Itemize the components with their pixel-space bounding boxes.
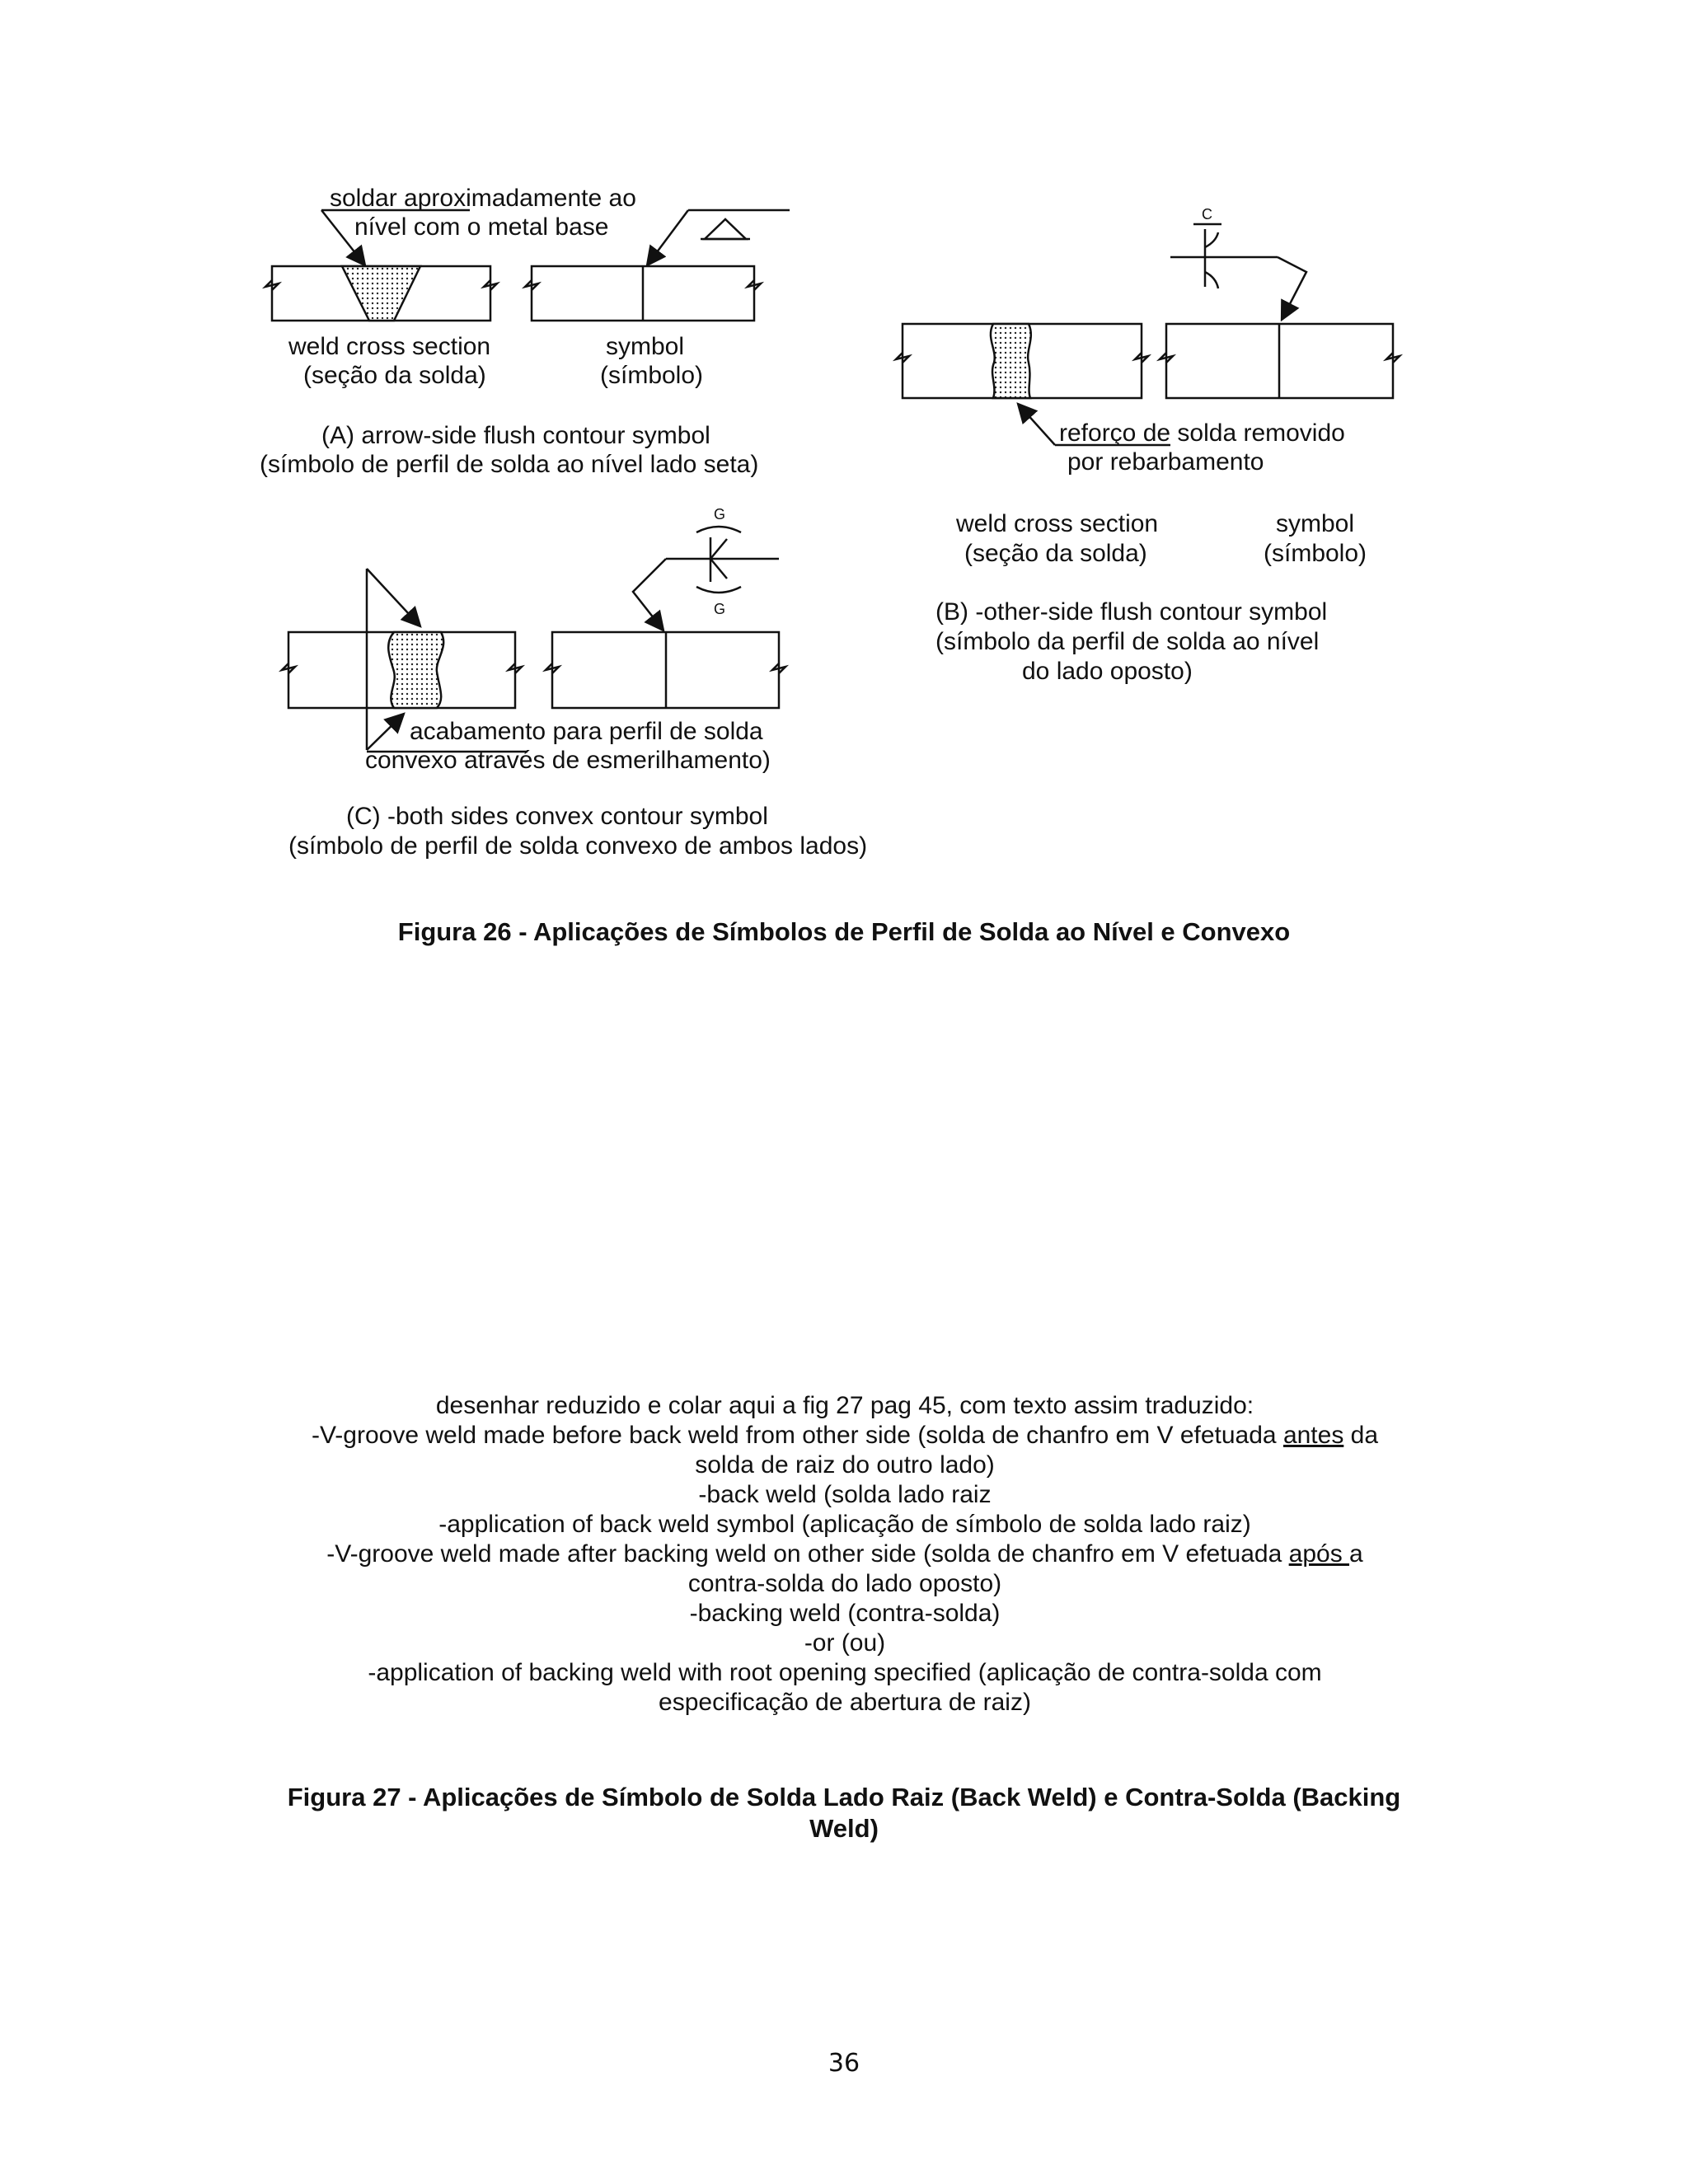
- panel-b-caption-line3: do lado oposto): [1022, 658, 1193, 685]
- figure-26-diagram: [0, 0, 1688, 923]
- panel-a-caption-line2: (símbolo de perfil de solda ao nível lado seta): [260, 451, 759, 478]
- panel-c-convex-contour-bottom: [696, 587, 741, 593]
- panel-c-upper-leader: [367, 569, 420, 626]
- note-line-11: especificação de abertura de raiz): [659, 1689, 1031, 1716]
- panel-b: [896, 224, 1400, 445]
- panel-c-convex-contour-top: [696, 527, 741, 532]
- note-line-10: -application of backing weld with root opening specified (aplicação de contra-solda com: [368, 1659, 1322, 1686]
- figure-27-caption: [0, 1782, 1688, 1844]
- panel-b-caption-line2: (símbolo da perfil de solda ao nível: [935, 628, 1320, 655]
- note-line-4: -back weld (solda lado raiz: [698, 1481, 992, 1508]
- panel-b-weld-label-pt: (seção da solda): [964, 540, 1147, 567]
- panel-a-flush-contour-symbol: [705, 219, 746, 239]
- note-underlined-apos: após: [1288, 1540, 1350, 1568]
- panel-a-annotation-line2: nível com o metal base: [354, 213, 609, 241]
- panel-b-finish-letter: C: [1202, 206, 1212, 223]
- figure-27-caption-line2: Weld): [809, 1814, 879, 1843]
- note-line-6: -V-groove weld made after backing weld on other side (solda de chanfro em V efetuada após a: [326, 1540, 1363, 1568]
- panel-b-symbol-label: symbol: [1276, 510, 1355, 537]
- figure-27-caption-line1: Figura 27 - Aplicações de Símbolo de Solda Lado Raiz (Back Weld) e Contra-Solda (Backing: [287, 1783, 1401, 1811]
- panel-a-weld-label: weld cross section: [288, 333, 491, 360]
- panel-b-weld-label: weld cross section: [956, 510, 1159, 537]
- panel-c-annotation-line2: convexo através de esmerilhamento): [365, 747, 771, 774]
- panel-b-caption-line1: (B) -other-side flush contour symbol: [935, 598, 1328, 626]
- panel-a-arrow-line: [647, 210, 688, 265]
- note-line-2: -V-groove weld made before back weld from other side (solda de chanfro em V efetuada antes da: [311, 1422, 1379, 1449]
- panel-b-weld-bead: [991, 324, 1031, 398]
- panel-a-weld-label-pt: (seção da solda): [303, 362, 486, 389]
- panel-c-lower-leader: [367, 714, 404, 750]
- panel-c-caption-line1: (C) -both sides convex contour symbol: [346, 803, 768, 830]
- panel-a-symbol-label: symbol: [606, 333, 685, 360]
- panel-c-arrow-line: [633, 559, 666, 630]
- panel-c-weld-bead: [388, 632, 443, 708]
- panel-c-annotation-line1: acabamento para perfil de solda: [410, 718, 763, 745]
- note-underlined-antes: antes: [1282, 1422, 1344, 1449]
- panel-b-symbol-label-pt: (símbolo): [1264, 540, 1367, 567]
- panel-c-finish-letter-bottom: G: [714, 601, 726, 617]
- note-line-7: contra-solda do lado oposto): [687, 1570, 1002, 1597]
- note-line-3: solda de raiz do outro lado): [695, 1451, 995, 1479]
- panel-c-finish-letter-top: G: [714, 506, 726, 523]
- panel-c-caption-line2: (símbolo de perfil de solda convexo de ambos lados): [288, 832, 868, 860]
- figure-26-caption: Figura 26 - Aplicações de Símbolos de Perfil de Solda ao Nível e Convexo: [397, 917, 1291, 946]
- figure-27-placeholder-note: [247, 1391, 1442, 1718]
- note-line-9: -or (ou): [804, 1629, 886, 1657]
- panel-a-symbol-label-pt: (símbolo): [600, 362, 704, 389]
- panel-b-arrow-line: [1278, 257, 1306, 320]
- page-number: 36: [828, 2049, 860, 2078]
- panel-a-weld-bead: [342, 266, 420, 321]
- panel-b-annotation-line1: reforço de solda removido: [1059, 419, 1345, 447]
- panel-b-annotation-leader: [1018, 404, 1055, 445]
- note-line-8: -backing weld (contra-solda): [689, 1600, 1001, 1627]
- note-line-1: desenhar reduzido e colar aqui a fig 27 pag 45, com texto assim traduzido:: [435, 1392, 1254, 1419]
- panel-a-annotation-line1: soldar aproximadamente ao: [330, 185, 636, 212]
- panel-a-caption-line1: (A) arrow-side flush contour symbol: [321, 422, 710, 449]
- panel-b-annotation-line2: por rebarbamento: [1067, 448, 1264, 476]
- note-line-5: -application of back weld symbol (aplicação de símbolo de solda lado raiz): [438, 1511, 1251, 1538]
